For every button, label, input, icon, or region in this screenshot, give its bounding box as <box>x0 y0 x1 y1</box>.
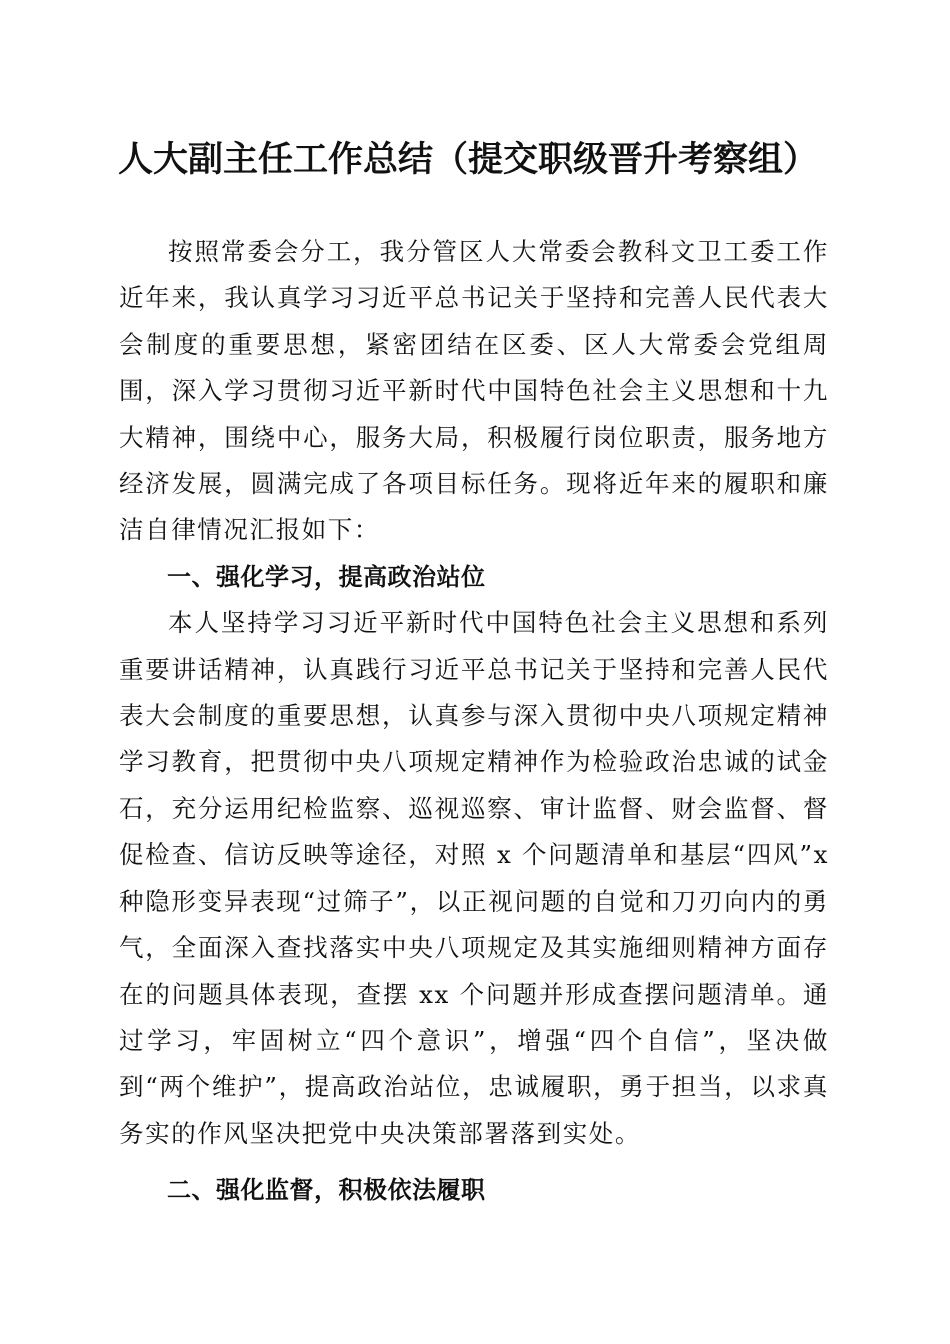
section-2-heading: 二、强化监督，积极依法履职 <box>167 1176 486 1205</box>
section-1-paragraph: 本人坚持学习习近平新时代中国特色社会主义思想和系列重要讲话精神，认真践行习近平总书记关于坚持和完善人民代表大会制度的重要思想，认真参与深入贯彻中央八项规定精神学习教育，把贯彻中央八项规定精神作为检验政治忠诚的试金石，充分运用纪检监察、巡视巡察、审计监督、财会监督、督促检查、信访反映等途径，对照 x 个问题清单和基层“四风”x 种隐形变异表现“过筛子”，以正视问题的自觉和刀刃向内的勇气，全面深入查找落实中央八项规定及其实施细则精神方面存在的问题具体表现，查摆 xx 个问题并形成查摆问题清单。通过学习，牢固树立“四个意识”，增强“四个自信”，坚决做到“两个维护”，提高政治站位，忠诚履职，勇于担当，以求真务实的作风坚决把党中央决策部署落到实处。 <box>119 608 829 1148</box>
section-1-heading: 一、强化学习，提高政治站位 <box>167 562 486 591</box>
intro-paragraph: 按照常委会分工，我分管区人大常委会教科文卫工委工作近年来，我认真学习习近平总书记关于坚持和完善人民代表大会制度的重要思想，紧密团结在区委、区人大常委会党组周围，深入学习贯彻习近平新时代中国特色社会主义思想和十九大精神，围绕中心，服务大局，积极履行岗位职责，服务地方经济发展，圆满完成了各项目标任务。现将近年来的履职和廉洁自律情况汇报如下： <box>119 237 829 545</box>
document-title: 人大副主任工作总结（提交职级晋升考察组） <box>118 139 819 180</box>
document-body <box>119 229 829 1214</box>
